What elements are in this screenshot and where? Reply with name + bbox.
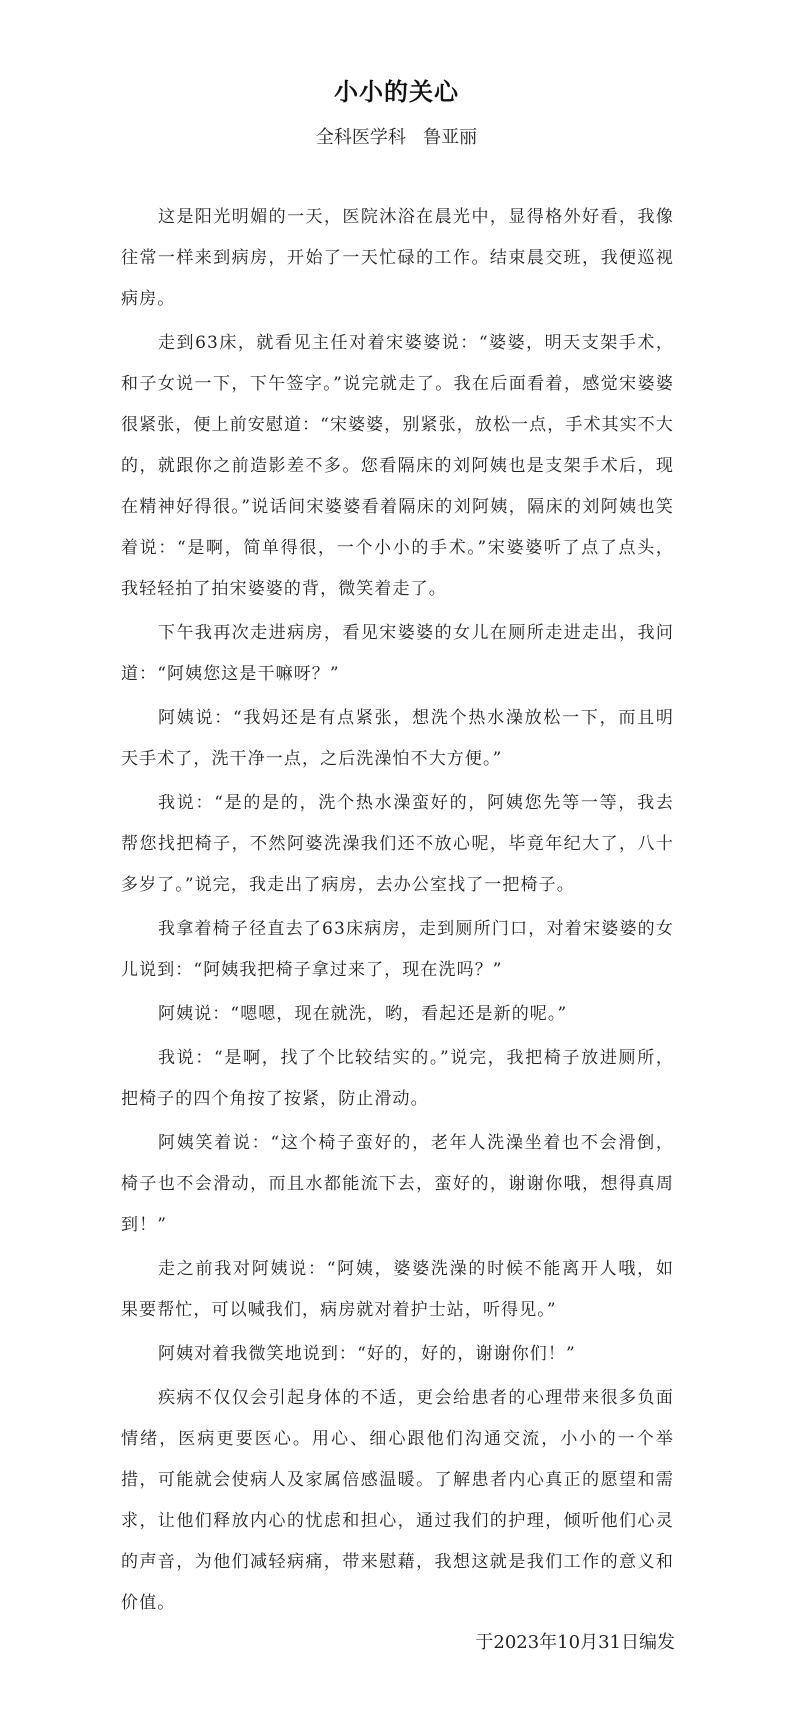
paragraph: 走到63床，就看见主任对着宋婆婆说：“婆婆，明天支架手术，和子女说一下，下午签字。”说完就走了。我在后面看着，感觉宋婆婆很紧张，便上前安慰道：“宋婆婆，别紧张，放松一点，手术其实不大的，就跟你之前造影差不多。您看隔床的刘阿姨也是支架手术后，现在精神好得很。”说话间宋婆婆看着隔床的刘阿姨，隔床的刘阿姨也笑着说：“是啊，简单得很，一个小小的手术。”宋婆婆听了点了点头，我轻轻拍了拍宋婆婆的背，微笑着走了。 <box>121 333 674 599</box>
paragraph: 下午我再次走进病房，看见宋婆婆的女儿在厕所走进走出，我问道：“阿姨您这是干嘛呀？” <box>121 623 674 684</box>
article-body <box>121 197 674 1627</box>
paragraph: 阿姨笑着说：“这个椅子蛮好的，老年人洗澡坐着也不会滑倒，椅子也不会滑动，而且水都能流下去，蛮好的，谢谢你哦，想得真周到！” <box>121 1133 674 1235</box>
paragraph: 这是阳光明媚的一天，医院沐浴在晨光中，显得格外好看，我像往常一样来到病房，开始了一天忙碌的工作。结束晨交班，我便巡视病房。 <box>121 207 674 309</box>
article-signoff: 于2023年10月31日编发 <box>475 1632 675 1653</box>
article-title: 小小的关心 <box>334 77 459 106</box>
paragraph: 我说：“是的是的，洗个热水澡蛮好的，阿姨您先等一等，我去帮您找把椅子，不然阿婆洗澡我们还不放心呢，毕竟年纪大了，八十多岁了。”说完，我走出了病房，去办公室找了一把椅子。 <box>121 793 674 895</box>
paragraph: 我拿着椅子径直去了63床病房，走到厕所门口，对着宋婆婆的女儿说到：“阿姨我把椅子拿过来了，现在洗吗？” <box>121 919 674 980</box>
paragraph: 阿姨对着我微笑地说到：“好的，好的，谢谢你们！” <box>158 1344 576 1364</box>
paragraph: 疾病不仅仅会引起身体的不适，更会给患者的心理带来很多负面情绪，医病更要医心。用心、细心跟他们沟通交流，小小的一个举措，可能就会使病人及家属倍感温暖。了解患者内心真正的愿望和需求，让他们释放内心的忧虑和担心，通过我们的护理，倾听他们心灵的声音，为他们减轻病痛，带来慰藉，我想这就是我们工作的意义和价值。 <box>121 1388 674 1613</box>
paragraph: 阿姨说：“我妈还是有点紧张，想洗个热水澡放松一下，而且明天手术了，洗干净一点，之后洗澡怕不大方便。” <box>121 708 674 769</box>
paragraph: 走之前我对阿姨说：“阿姨，婆婆洗澡的时候不能离开人哦，如果要帮忙，可以喊我们，病房就对着护士站，听得见。” <box>121 1259 674 1320</box>
paragraph: 阿姨说：“嗯嗯，现在就洗，哟，看起还是新的呢。” <box>158 1004 568 1024</box>
paragraph: 我说：“是啊，找了个比较结实的。”说完，我把椅子放进厕所，把椅子的四个角按了按紧，防止滑动。 <box>121 1048 674 1109</box>
article-byline: 全科医学科 鲁亚丽 <box>315 127 478 148</box>
